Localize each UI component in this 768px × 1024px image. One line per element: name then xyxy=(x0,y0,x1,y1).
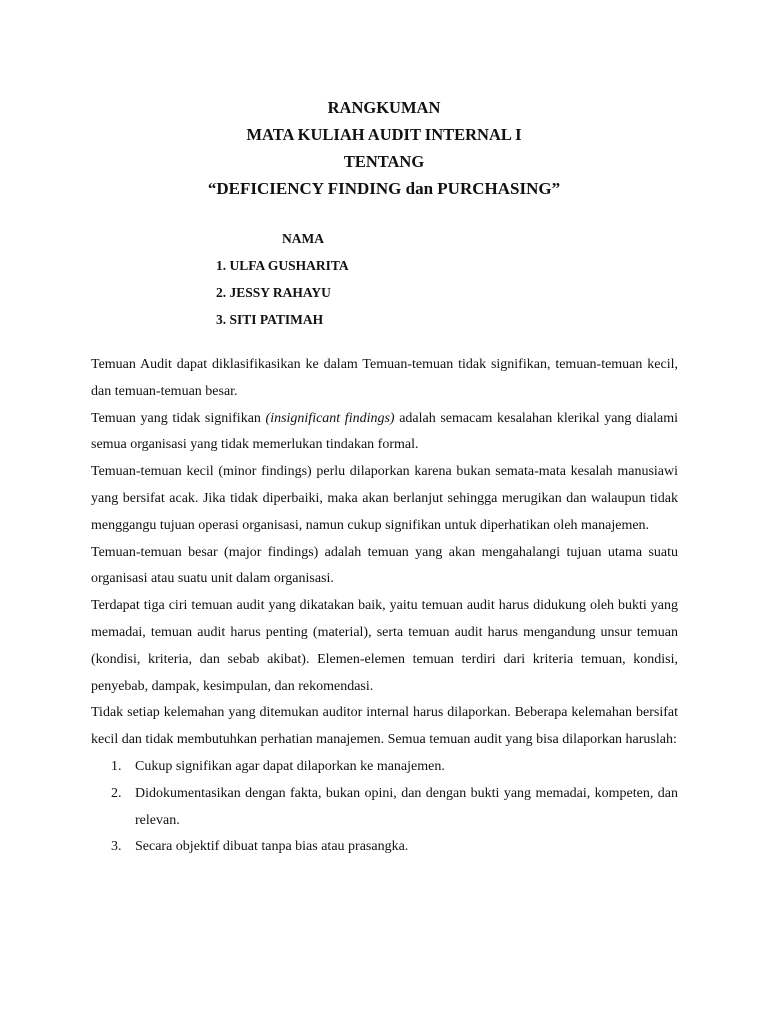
list-number: 1. xyxy=(111,758,122,774)
list-item xyxy=(91,781,678,835)
list-text: Cukup signifikan agar dapat dilaporkan ke manajemen. xyxy=(135,758,445,774)
list-number: 2. xyxy=(111,785,122,801)
paragraph-text: Temuan yang tidak signifikan xyxy=(91,410,266,426)
title-line-4: “DEFICIENCY FINDING dan PURCHASING” xyxy=(207,179,561,198)
title-line-3: TENTANG xyxy=(343,152,425,171)
paragraph-insignificant-findings xyxy=(91,406,678,460)
author-list xyxy=(216,226,349,333)
document-body xyxy=(91,352,678,861)
paragraph-classification: Temuan Audit dapat diklasifikasikan ke dalam Temuan-temuan tidak signifikan, temuan-temuan kecil, dan temuan-temuan besar. xyxy=(91,357,678,399)
author-name: 1. ULFA GUSHARITA xyxy=(216,258,349,273)
list-text: Didokumentasikan dengan fakta, bukan opini, dan dengan bukti yang memadai, kompeten, dan relevan. xyxy=(135,785,678,828)
list-text: Secara objektif dibuat tanpa bias atau prasangka. xyxy=(135,839,409,855)
title-line-2: MATA KULIAH AUDIT INTERNAL I xyxy=(246,125,522,144)
paragraph-major-findings: Temuan-temuan besar (major findings) adalah temuan yang akan mengahalangi tujuan utama suatu organisasi atau suatu unit dalam organisasi. xyxy=(91,544,678,587)
paragraph-good-findings: Terdapat tiga ciri temuan audit yang dikatakan baik, yaitu temuan audit harus didukung oleh bukti yang memadai, temuan audit harus penting (material), serta temuan audit harus mengandung unsur temuan (kondisi, kriteria, dan sebab akibat). Elemen-elemen temuan terdiri dari kriteria temuan, kondisi, penyebab, dampak, kesimpulan, dan rekomendasi. xyxy=(91,598,678,694)
author-heading: NAMA xyxy=(282,231,324,246)
paragraph-minor-findings: Temuan-temuan kecil (minor findings) perlu dilaporkan karena bukan semata-mata kesalah manusiawi yang bersifat acak. Jika tidak diperbaiki, maka akan berlanjut sehingga merugikan dan walaupun tidak menggangu tujuan operasi organisasi, namun cukup signifikan untuk diperhatikan oleh manajemen. xyxy=(91,464,678,533)
list-number: 3. xyxy=(111,839,122,855)
author-name: 2. JESSY RAHAYU xyxy=(216,285,331,300)
list-item xyxy=(91,834,678,861)
paragraph-reportable-findings: Tidak setiap kelemahan yang ditemukan auditor internal harus dilaporkan. Beberapa kelemahan bersifat kecil dan tidak membutuhkan perhatian manajemen. Semua temuan audit yang bisa dilaporkan haruslah: xyxy=(91,705,678,748)
italic-term: (insignificant findings) xyxy=(265,410,395,426)
requirements-list xyxy=(91,754,678,861)
document-title xyxy=(0,94,768,202)
list-item xyxy=(91,754,678,781)
title-line-1: RANGKUMAN xyxy=(327,98,441,117)
author-name: 3. SITI PATIMAH xyxy=(216,312,324,327)
paragraph-text: adalah semacam kesalahan klerikal yang dialami semua organisasi yang tidak memerlukan tindakan formal. xyxy=(91,410,678,453)
